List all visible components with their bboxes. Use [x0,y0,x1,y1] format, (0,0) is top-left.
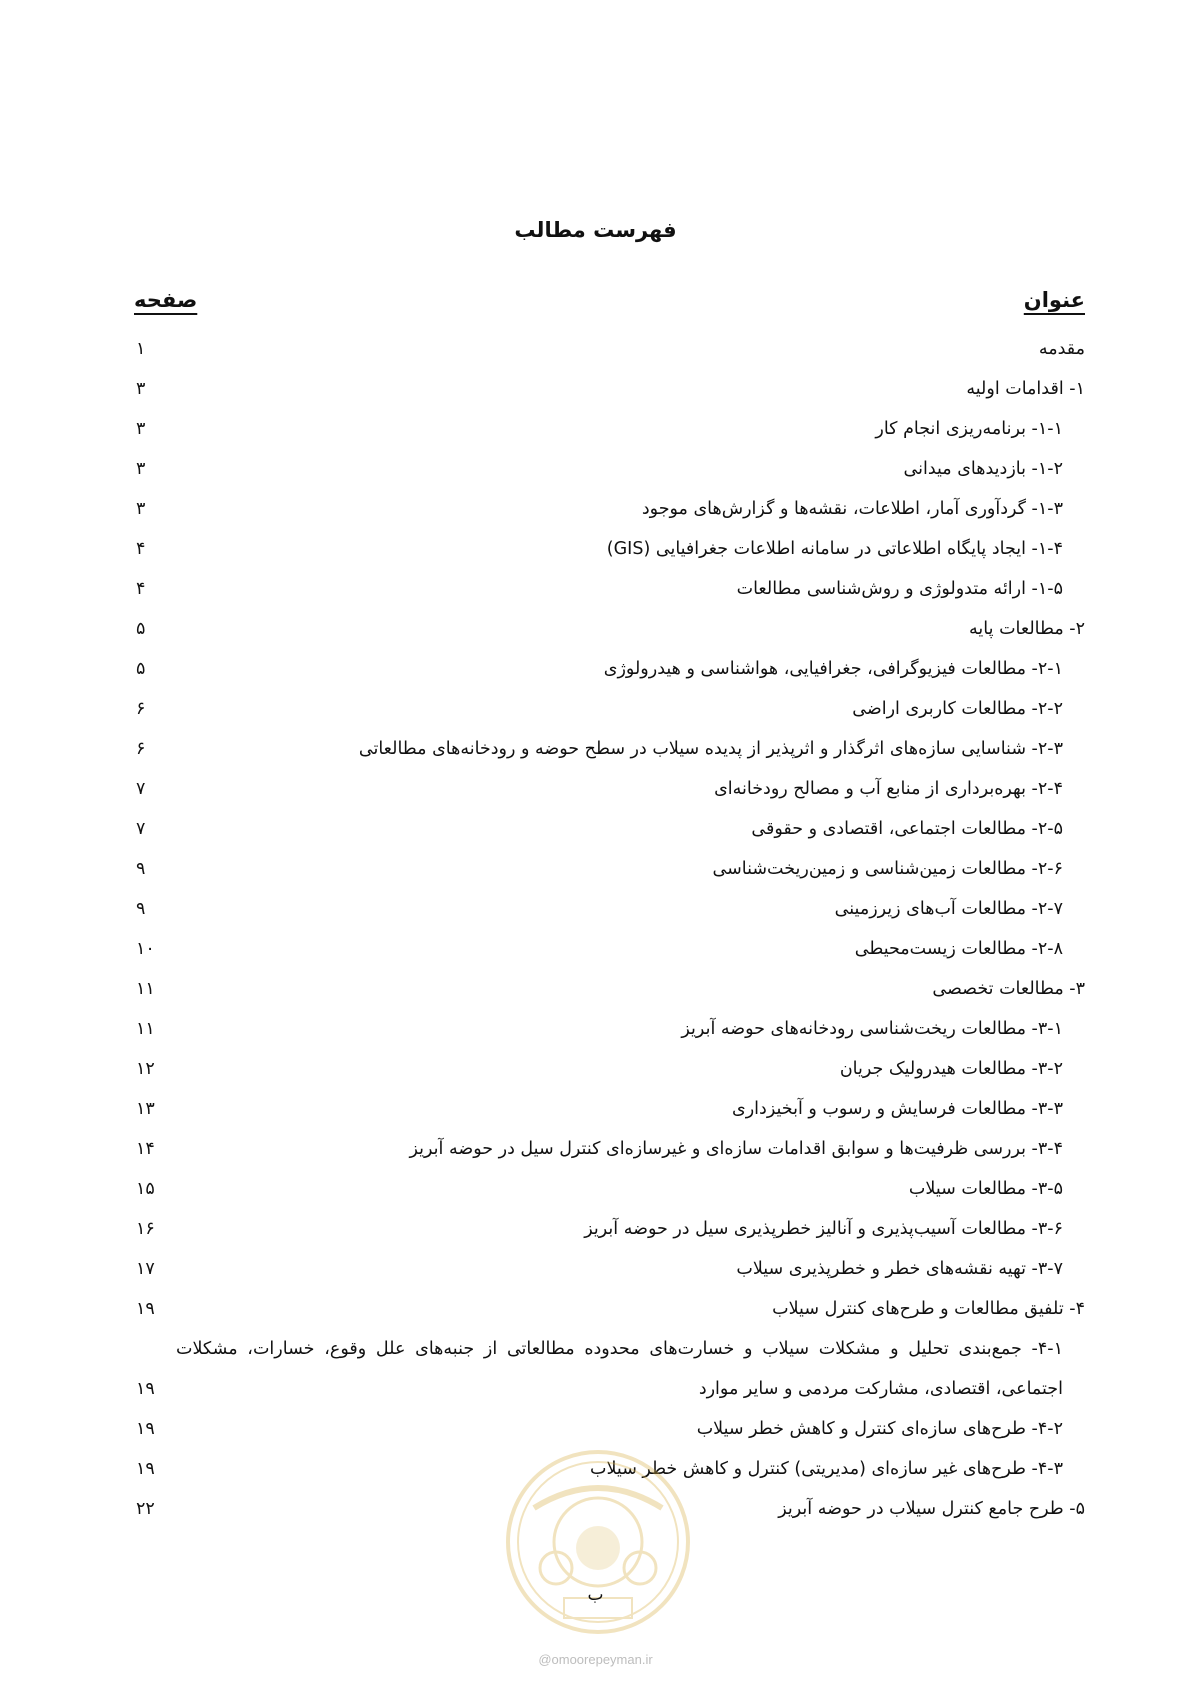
toc-entry[interactable] [136,849,1085,889]
table-of-contents [136,329,1085,1529]
toc-entry[interactable] [136,1089,1085,1129]
toc-entry[interactable] [136,1329,1085,1409]
toc-entry-title: ۵- طرح جامع کنترل سیلاب در حوضه آبریز [778,1499,1085,1519]
toc-entry-page: ۷ [136,779,146,799]
toc-entry-title: ۳-۳- مطالعات فرسایش و رسوب و آبخیزداری [732,1099,1063,1119]
toc-entry-page: ۹ [136,899,146,919]
toc-entry[interactable] [136,729,1085,769]
toc-entry-page: ۱۰ [136,939,155,959]
toc-entry-page: ۹ [136,859,146,879]
toc-entry-page: ۳ [136,459,146,479]
toc-entry-page: ۳ [136,499,146,519]
toc-entry-title: ۱-۲- بازدیدهای میدانی [903,459,1063,479]
toc-entry[interactable] [136,1129,1085,1169]
toc-entry-page: ۱۴ [136,1139,155,1159]
toc-entry-page: ۴ [136,539,146,559]
toc-entry-title: ۳-۴- بررسی ظرفیت‌ها و سوابق اقدامات سازه‌ای و غیرسازه‌ای کنترل سیل در حوضه آبریز [409,1139,1063,1159]
toc-entry-title: ۱-۴- ایجاد پایگاه اطلاعاتی در سامانه اطلاعات جغرافیایی (GIS) [606,539,1063,559]
toc-entry[interactable] [136,1209,1085,1249]
toc-entry-title: ۲-۱- مطالعات فیزیوگرافی، جغرافیایی، هواشناسی و هیدرولوژی [603,659,1063,679]
toc-entry-title: ۳-۲- مطالعات هیدرولیک جریان [839,1059,1063,1079]
toc-entry-title: ۴- تلفیق مطالعات و طرح‌های کنترل سیلاب [772,1299,1085,1319]
toc-entry-title: مقدمه [1038,339,1085,359]
seal-watermark-icon [504,1448,692,1636]
toc-entry-title: ۲-۶- مطالعات زمین‌شناسی و زمین‌ریخت‌شناسی [712,859,1063,879]
toc-entry[interactable] [136,689,1085,729]
toc-entry-page: ۱۹ [136,1299,155,1319]
toc-entry[interactable] [136,1409,1085,1449]
toc-entry-title: ۱-۳- گردآوری آمار، اطلاعات، نقشه‌ها و گزارش‌های موجود [641,499,1063,519]
toc-entry-page: ۳ [136,419,146,439]
toc-entry-page: ۱۱ [136,1019,155,1039]
toc-entry-page: ۷ [136,819,146,839]
toc-entry[interactable] [136,889,1085,929]
page-column-header: صفحه [134,288,198,312]
toc-entry[interactable] [136,1169,1085,1209]
toc-entry-title: ۳-۶- مطالعات آسیب‌پذیری و آنالیز خطرپذیری سیل در حوضه آبریز [584,1219,1063,1239]
toc-entry-page: ۱۵ [136,1179,155,1199]
toc-entry[interactable] [136,1289,1085,1329]
toc-entry[interactable] [136,489,1085,529]
toc-entry[interactable] [136,1249,1085,1289]
toc-entry-title: ۴-۱- جمع‌بندی تحلیل و مشکلات سیلاب و خسارت‌های محدوده مطالعاتی از جنبه‌های علل وقوع، خسارات، مشکلات اجتماعی، اقتصادی، مشارکت مردمی و سایر موارد [176,1339,1063,1399]
toc-entry[interactable] [136,809,1085,849]
toc-entry[interactable] [136,329,1085,369]
toc-entry-title: ۲-۵- مطالعات اجتماعی، اقتصادی و حقوقی [751,819,1063,839]
toc-entry-page: ۱۹ [136,1379,155,1399]
toc-entry[interactable] [136,449,1085,489]
toc-entry[interactable] [136,569,1085,609]
toc-entry-title: ۱- اقدامات اولیه [966,379,1085,399]
toc-entry-title: ۳-۱- مطالعات ریخت‌شناسی رودخانه‌های حوضه آبریز [681,1019,1063,1039]
toc-entry[interactable] [136,1009,1085,1049]
toc-entry-page: ۱۹ [136,1419,155,1439]
toc-entry-title: ۲-۷- مطالعات آب‌های زیرزمینی [834,899,1063,919]
toc-entry-title: ۱-۱- برنامه‌ریزی انجام کار [875,419,1063,439]
watermark-text: @omoorepeyman.ir [538,1652,653,1667]
toc-entry-page: ۱۶ [136,1219,155,1239]
page-title: فهرست مطالب [514,218,677,242]
toc-entry[interactable] [136,929,1085,969]
toc-entry[interactable] [136,369,1085,409]
toc-entry-page: ۱۳ [136,1099,155,1119]
title-column-header: عنوان [1023,288,1085,312]
toc-entry-title: ۳-۵- مطالعات سیلاب [908,1179,1063,1199]
toc-entry[interactable] [136,1049,1085,1089]
toc-entry-title: ۳- مطالعات تخصصی [932,979,1085,999]
toc-entry-title: ۱-۵- ارائه متدولوژی و روش‌شناسی مطالعات [736,579,1063,599]
toc-entry-title: ۲- مطالعات پایه [969,619,1085,639]
toc-entry-page: ۱۲ [136,1059,155,1079]
toc-entry[interactable] [136,969,1085,1009]
toc-entry-title: ۲-۲- مطالعات کاربری اراضی [852,699,1063,719]
toc-entry-title: ۲-۸- مطالعات زیست‌محیطی [854,939,1063,959]
toc-entry-page: ۱۷ [136,1259,155,1279]
toc-entry-title: ۳-۷- تهیه نقشه‌های خطر و خطرپذیری سیلاب [736,1259,1063,1279]
toc-entry-title: ۲-۴- بهره‌برداری از منابع آب و مصالح رودخانه‌ای [714,779,1063,799]
toc-entry-page: ۲۲ [136,1499,155,1519]
toc-entry-page: ۱۱ [136,979,155,999]
toc-entry[interactable] [136,769,1085,809]
toc-entry-page: ۴ [136,579,146,599]
toc-entry[interactable] [136,529,1085,569]
toc-entry[interactable] [136,609,1085,649]
toc-entry-title: ۲-۳- شناسایی سازه‌های اثرگذار و اثرپذیر از پدیده سیلاب در سطح حوضه و رودخانه‌های مطالعاتی [358,739,1063,759]
toc-entry-page: ۵ [136,659,146,679]
toc-entry[interactable] [136,649,1085,689]
toc-entry-page: ۶ [136,699,146,719]
toc-entry-page: ۱۹ [136,1459,155,1479]
toc-entry-page: ۶ [136,739,146,759]
toc-entry-page: ۳ [136,379,146,399]
toc-entry-page: ۱ [136,339,146,359]
toc-entry-page: ۵ [136,619,146,639]
page-number: ب [587,1585,604,1605]
toc-entry-title: ۴-۳- طرح‌های غیر سازه‌ای (مدیریتی) کنترل و کاهش خطر سیلاب [590,1459,1063,1479]
toc-entry[interactable] [136,409,1085,449]
toc-entry-title: ۴-۲- طرح‌های سازه‌ای کنترل و کاهش خطر سیلاب [696,1419,1063,1439]
